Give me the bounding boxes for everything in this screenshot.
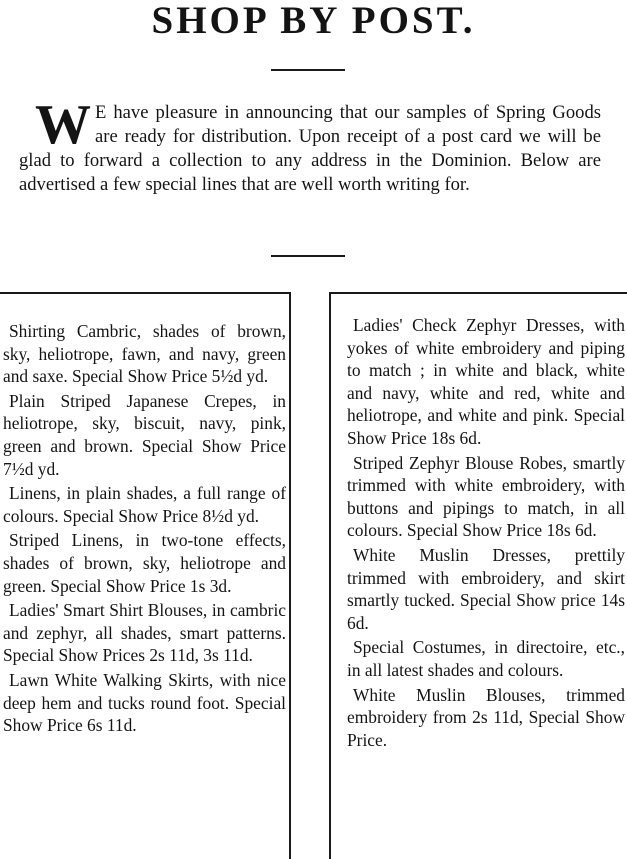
list-item: Ladies' Check Zephyr Dresses, with yokes of white embroidery and piping to match ; in white and black, white and navy, white and red, white and heliotrope, and white and pink. Special Show Price 18s 6d. (347, 315, 625, 448)
list-item: Plain Striped Japanese Crepes, in heliotrope, sky, biscuit, navy, pink, green and brown. Special Show Price 7½d yd. (3, 390, 286, 479)
list-item: White Muslin Blouses, trimmed embroidery from 2s 11d, Special Show Price. (347, 684, 625, 750)
right-column-left-rule (329, 292, 331, 859)
divider-middle (271, 255, 345, 257)
page-title: SHOP BY POST. (151, 0, 476, 42)
intro-paragraph (19, 94, 601, 197)
list-item: Ladies' Smart Shirt Blouses, in cambric and zephyr, all shades, smart patterns. Special Show Prices 2s 11d, 3s 11d. (3, 600, 286, 666)
left-column-right-rule (289, 292, 291, 859)
left-column (3, 320, 286, 739)
columns-frame (0, 290, 627, 859)
list-item: Striped Linens, in two-tone effects, shades of brown, sky, heliotrope and green. Special Show Price 1s 3d. (3, 530, 286, 596)
right-column-top-rule (330, 292, 627, 294)
divider-top (271, 69, 345, 71)
list-item: White Muslin Dresses, prettily trimmed with embroidery, and skirt smartly tucked. Special Show price 14s 6d. (347, 544, 625, 633)
intro-dropcap: W (35, 94, 91, 156)
list-item: Special Costumes, in directoire, etc., in all latest shades and colours. (347, 637, 625, 680)
intro-text: E have pleasure in announcing that our samples of Spring Goods are ready for distribution. Upon receipt of a post card we will be glad to forward a collection to any address in the Dominion. Below are advertised a few special lines that are well worth writing for. (19, 102, 601, 195)
right-column (347, 314, 625, 753)
left-column-top-rule (0, 292, 290, 294)
list-item: Lawn White Walking Skirts, with nice deep hem and tucks round foot. Special Show Price 6s 11d. (3, 669, 286, 736)
list-item: Striped Zephyr Blouse Robes, smartly trimmed with white embroidery, with buttons and pipings to match, in all colours. Special Show Price 18s 6d. (347, 452, 625, 541)
list-item: Shirting Cambric, shades of brown, sky, heliotrope, fawn, and navy, green and saxe. Special Show Price 5½d yd. (3, 321, 286, 387)
list-item: Linens, in plain shades, a full range of colours. Special Show Price 8½d yd. (3, 483, 286, 526)
